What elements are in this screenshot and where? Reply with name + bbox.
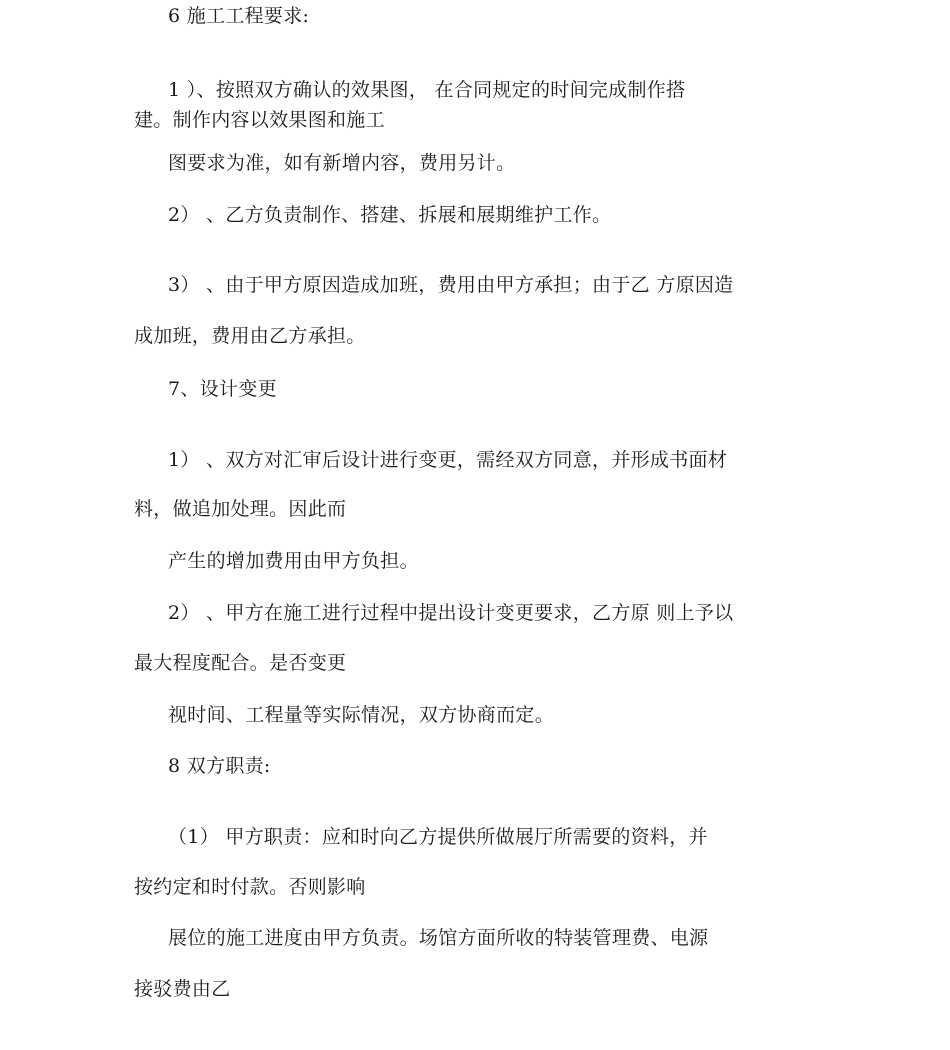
paragraph-line: 最大程度配合。是否变更 bbox=[134, 652, 347, 674]
paragraph-line: 按约定和时付款。否则影响 bbox=[134, 876, 366, 898]
section-heading-construction-requirements: 6 施工工程要求: bbox=[168, 5, 310, 27]
paragraph-line: 3） 、由于甲方原因造成加班，费用由甲方承担；由于乙 方原因造 bbox=[168, 274, 734, 296]
paragraph-line: 建。制作内容以效果图和施工 bbox=[134, 109, 385, 131]
paragraph-line: 1 ）、按照双方确认的效果图， 在合同规定的时间完成制作搭 bbox=[168, 79, 686, 101]
paragraph-line: （1） 甲方职责：应和时向乙方提供所做展厅所需要的资料，并 bbox=[168, 826, 708, 848]
paragraph-line: 展位的施工进度由甲方负责。场馆方面所收的特装管理费、电源 bbox=[168, 927, 709, 949]
section-heading-responsibilities: 8 双方职责: bbox=[168, 755, 271, 777]
paragraph-line: 料，做追加处理。因此而 bbox=[134, 498, 347, 520]
section-heading-design-change: 7、设计变更 bbox=[168, 378, 277, 400]
paragraph-line: 产生的增加费用由甲方负担。 bbox=[168, 550, 419, 572]
paragraph-line: 2） 、乙方负责制作、搭建、拆展和展期维护工作。 bbox=[168, 204, 612, 226]
paragraph-line: 2） 、甲方在施工进行过程中提出设计变更要求，乙方原 则上予以 bbox=[168, 602, 734, 624]
paragraph-line: 成加班，费用由乙方承担。 bbox=[134, 325, 366, 347]
paragraph-line: 接驳费由乙 bbox=[134, 978, 231, 1000]
paragraph-line: 视时间、工程量等实际情况，双方协商而定。 bbox=[168, 704, 555, 726]
paragraph-line: 图要求为准，如有新增内容，费用另计。 bbox=[168, 152, 516, 174]
paragraph-line: 1） 、双方对汇审后设计进行变更，需经双方同意，并形成书面材 bbox=[168, 449, 728, 471]
